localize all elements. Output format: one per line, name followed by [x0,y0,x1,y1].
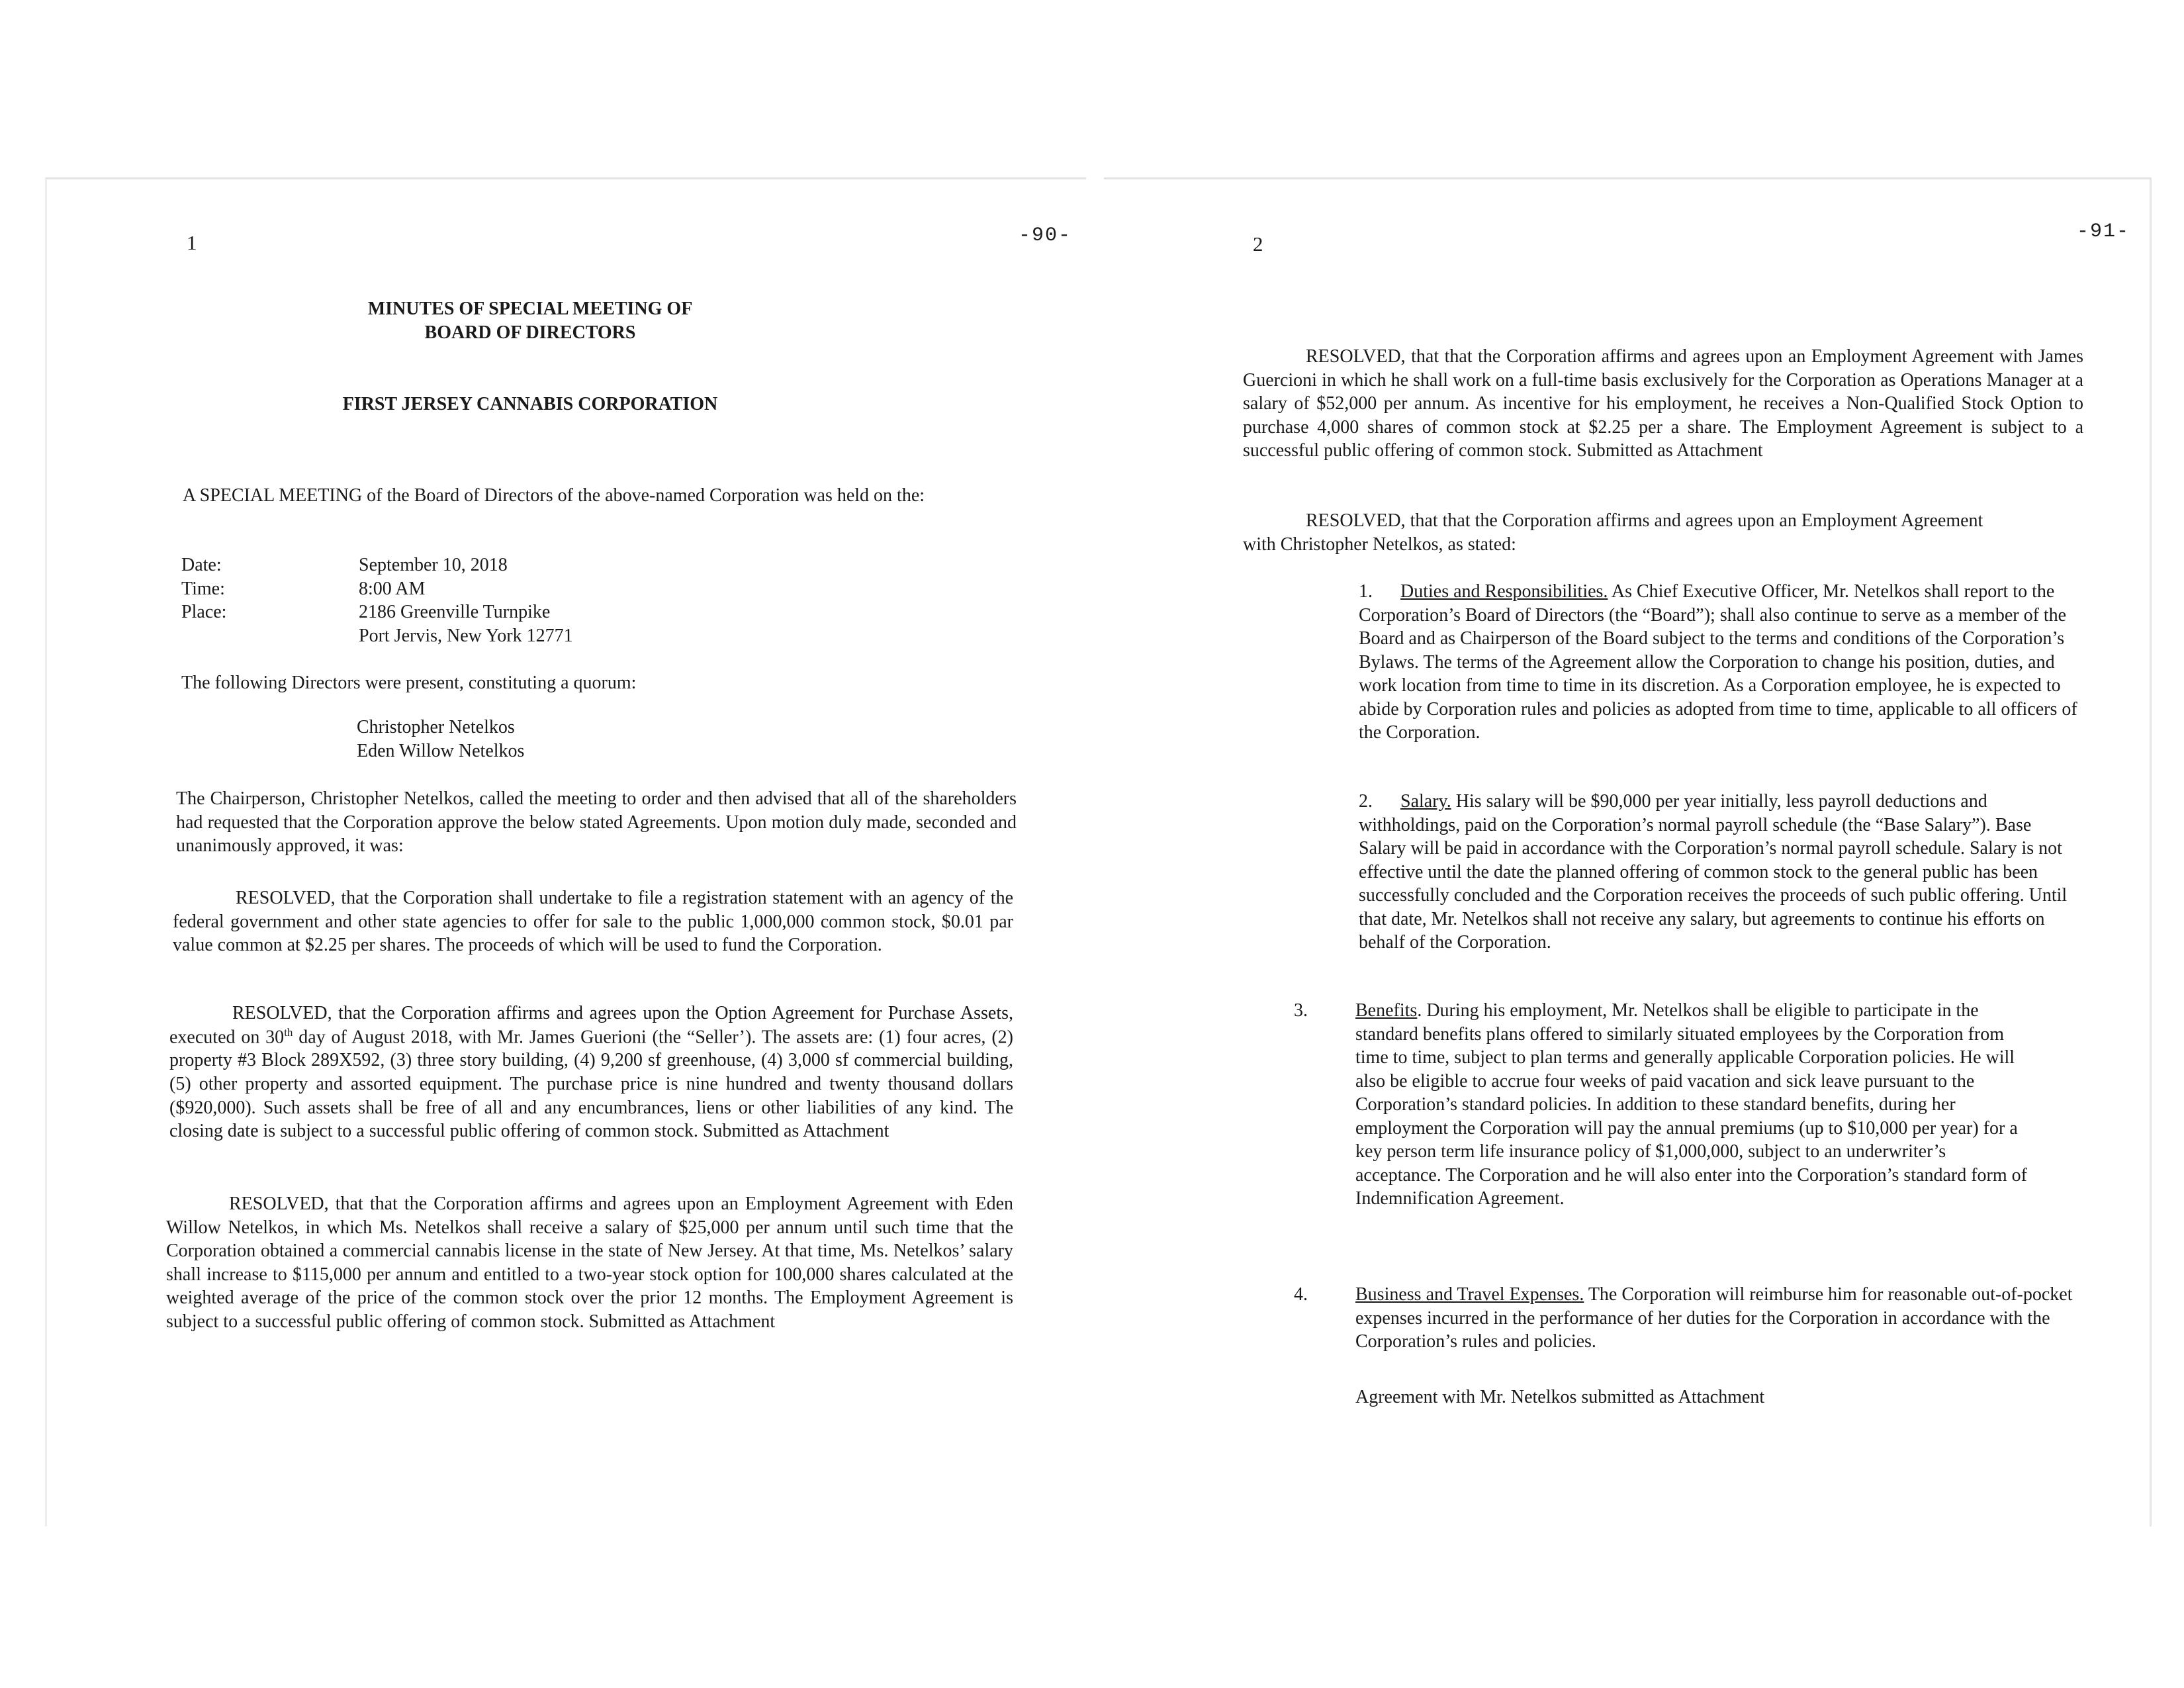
date-row [181,553,711,577]
item-duties [1359,580,2080,745]
meeting-details [181,553,711,647]
resolution-employment-christopher: RESOLVED, that that the Corporation affirms and agrees upon an Employment Agreement with Christopher Netelkos, as stated: [1243,510,1983,555]
resolution-text: RESOLVED, that the Corporation affirms and agrees upon the Option Agreement for Purchase Assets, executed on 30 [169,1003,1013,1047]
item-number: 3. [1294,1000,1308,1021]
item-heading: Salary. [1400,791,1451,812]
item-heading: Duties and Responsibilities. [1400,581,1608,602]
item-text: . During his employment, Mr. Netelkos shall be eligible to participate in the standard benefits plans offered to similarly situated employees by the Corporation from time to time, subject to plan terms and generally applicable Corporation policies. He will also be eligible to accrue four weeks of paid vacation and sick leave pursuant to the Corporation’s standard policies. In addition to these standard benefits, during her employment the Corporation will pay the annual premiums (up to $10,000 per year) for a key person term life insurance policy of $1,000,000, subject to an underwriter’s acceptance. The Corporation and he will also enter into the Corporation’s standard form of Indemnification Agreement. [1355,1000,2027,1209]
page-number: 2 [1253,232,1263,256]
place-value [359,600,573,647]
chair-paragraph: The Chairperson, Christopher Netelkos, called the meeting to order and then advised that all of the shareholders had requested that the Corporation approve the below stated Agreements. Upon motion duly made, seconded and unanimously approved, it was: [176,788,1017,857]
directors-intro: The following Directors were present, constituting a quorum: [181,673,637,693]
item-number: 4. [1294,1284,1308,1305]
item-text: The Corporation will reimburse him for reasonable out-of-pocket expenses incurred in the performance of her duties for the Corporation in accordance with the Corporation’s rules and policies. [1355,1284,2073,1352]
director-name: Christopher Netelkos [357,717,515,737]
place-line-1: 2186 Greenville Turnpike [359,602,551,623]
item-text: His salary will be $90,000 per year initially, less payroll deductions and withholdings, paid on the Corporation’s normal payroll schedule (the “Base Salary”). Base Salary will be paid in accordance with the Corporation’s normal payroll schedule. Salary is not effective until the date the planned offering of common stock to the general public has been successfully concluded and the Corporation receives the proceeds of such public offering. Until that date, Mr. Netelkos shall not receive any salary, but agreements to continue his efforts on behalf of the Corporation. [1359,791,2068,953]
superscript: th [284,1025,293,1039]
title-line-2: BOARD OF DIRECTORS [424,322,636,343]
time-row [181,577,711,601]
page-number: 1 [187,231,197,254]
item-text: As Chief Executive Officer, Mr. Netelkos shall report to the Corporation’s Board of Directors (the “Board”); shall also continue to serve as a member of the Board and as Chairperson of the Board subject to the terms and conditions of the Corporation’s Bylaws. The terms of the Agreement allow the Corporation to change his position, duties, and work location from time to time in its discretion. As a Corporation employee, he is expected to abide by Corporation rules and policies as adopted from time to time, applicable to all officers of the Corporation. [1359,581,2077,743]
place-label: Place: [181,602,227,623]
item-heading: Business and Travel Expenses. [1355,1284,1584,1305]
item-benefits [1355,999,2030,1211]
resolution-employment-eden: RESOLVED, that that the Corporation affirms and agrees upon an Employment Agreement with Eden Willow Netelkos, in which Ms. Netelkos shall receive a salary of $25,000 per annum until such time that the Corporation obtained a commercial cannabis license in the state of New Jersey. At that time, Ms. Netelkos’ salary shall increase to $115,000 per annum and entitled to a two-year stock option for 100,000 shares calculated at the weighted average of the price of the common stock over the prior 12 months. The Employment Agreement is subject to a successful public offering of common stock. Submitted as Attachment [166,1194,1013,1332]
item-expenses [1355,1283,2083,1354]
item-heading: Benefits [1355,1000,1418,1021]
time-label: Time: [181,578,225,599]
page-stamp: -91- [2077,220,2130,243]
date-value: September 10, 2018 [359,555,508,575]
resolution-option-agreement [169,1002,1013,1143]
closing-note: Agreement with Mr. Netelkos submitted as Attachment [1355,1387,1765,1407]
left-page [45,177,1086,1526]
page-stamp: -90- [1019,224,1072,247]
time-value: 8:00 AM [359,578,426,599]
title-line-1: MINUTES OF SPECIAL MEETING OF [367,299,693,319]
date-label: Date: [181,555,222,575]
meeting-intro: A SPECIAL MEETING of the Board of Directors of the above-named Corporation was held on the: [183,485,925,506]
directors-list [357,716,754,763]
right-page [1104,177,2152,1526]
place-row [181,600,711,647]
resolution-registration: RESOLVED, that the Corporation shall undertake to file a registration statement with an agency of the federal government and other state agencies to offer for sale to the public 1,000,000 common stock, $0.01 par value common at $2.25 per shares. The proceeds of which will be used to fund the Corporation. [173,888,1013,956]
item-number: 1. [1359,581,1373,602]
resolution-employment-guercioni: RESOLVED, that that the Corporation affirms and agrees upon an Employment Agreement with James Guercioni in which he shall work on a full-time basis exclusively for the Corporation as Operations Manager at a salary of $52,000 per annum. As incentive for his employment, he receives a Non-Qualified Stock Option to purchase 4,000 shares of common stock at $2.25 per a share. The Employment Agreement is subject to a successful public offering of common stock. Submitted as Attachment [1243,346,2083,461]
company-name: FIRST JERSEY CANNABIS CORPORATION [342,394,718,414]
director-name: Eden Willow Netelkos [357,740,525,761]
document-title [358,297,702,344]
resolution-text: day of August 2018, with Mr. James Guerioni (the “Seller’). The assets are: (1) four acres, (2) property #3 Block 289X592, (3) three story building, (4) 9,200 sf greenhouse, (4) 3,000 sf commercial building, (5) other property and assorted equipment. The purchase price is nine hundred and twenty thousand dollars ($920,000). Such assets shall be free of all and any encumbrances, liens or other liabilities of any kind. The closing date is subject to a successful public offering of common stock. Submitted as Attachment [169,1026,1013,1142]
item-number: 2. [1359,791,1373,812]
place-line-2: Port Jervis, New York 12771 [359,625,573,646]
item-salary [1359,790,2070,955]
